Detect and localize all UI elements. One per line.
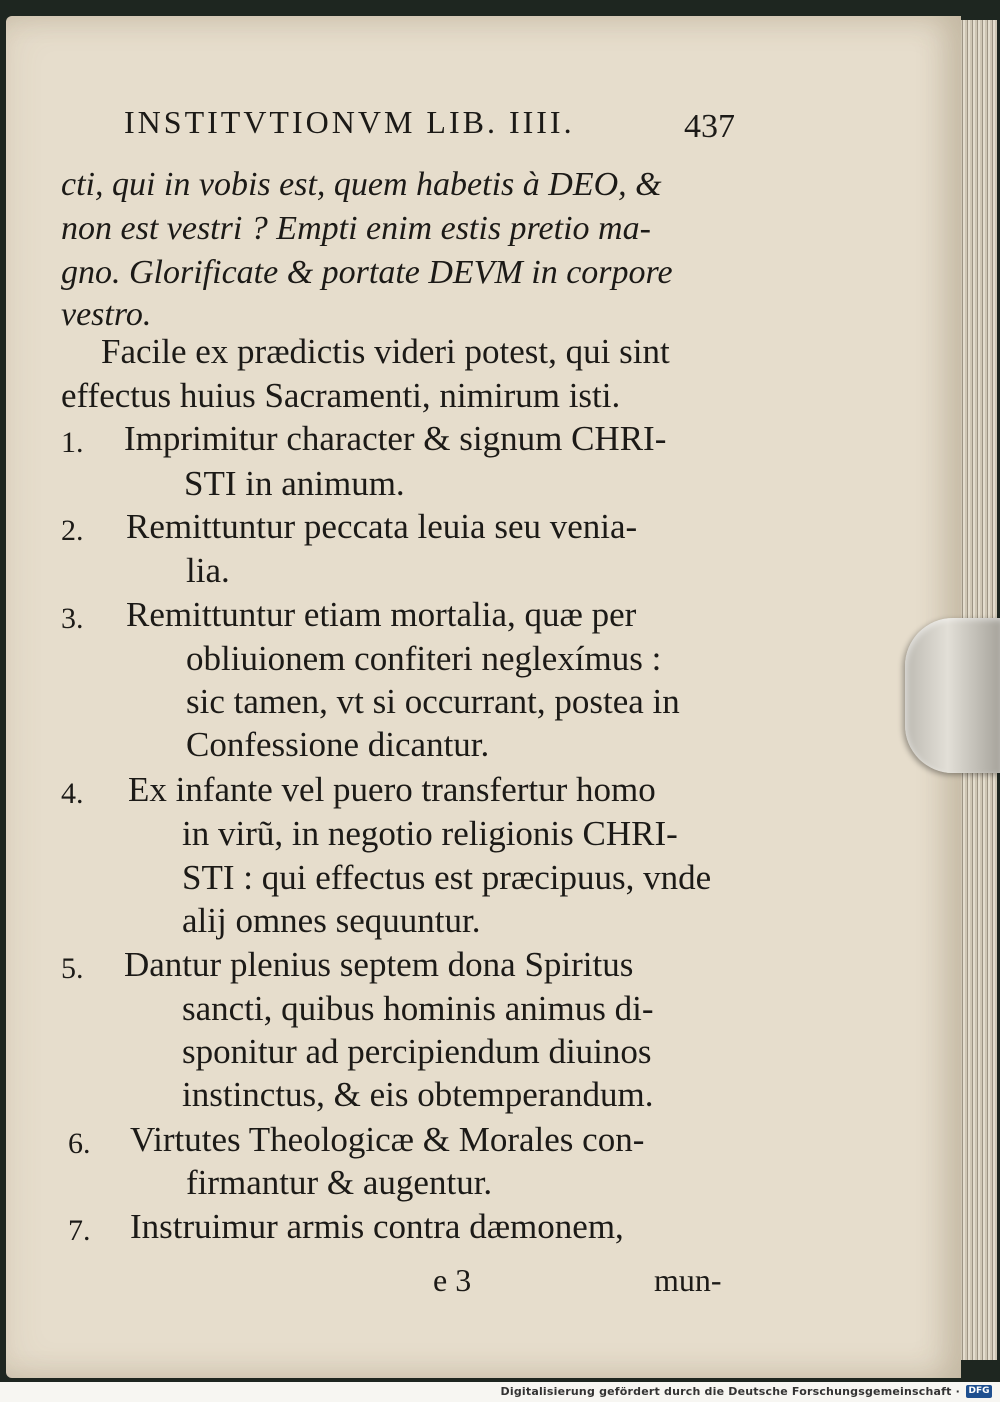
item-line: alij omnes sequuntur. xyxy=(182,901,481,940)
credit-text: Digitalisierung gefördert durch die Deutsche Forschungsgemeinschaft · xyxy=(500,1385,960,1398)
intro-line-1: Facile ex prædictis videri potest, qui sint xyxy=(101,332,670,371)
item-line: STI : qui effectus est præcipuus, vnde xyxy=(182,858,712,897)
italic-line-2: non est vestri ? Empti enim estis pretio ma- xyxy=(61,210,651,247)
item-number: 3. xyxy=(61,602,84,635)
item-line: instinctus, & eis obtemperandum. xyxy=(182,1075,654,1114)
item-number: 2. xyxy=(61,514,84,547)
intro-line-2: effectus huius Sacramenti, nimirum isti. xyxy=(61,376,621,415)
credit-bar xyxy=(0,1382,1000,1402)
book-clasp xyxy=(905,618,1000,773)
item-line: Dantur plenius septem dona Spiritus xyxy=(124,945,634,984)
italic-line-4: vestro. xyxy=(61,296,152,333)
item-line: STI in animum. xyxy=(184,464,405,503)
item-number: 7. xyxy=(68,1214,91,1247)
item-line: sancti, quibus hominis animus di- xyxy=(182,989,654,1028)
item-line: Imprimitur character & signum CHRI- xyxy=(124,419,667,458)
item-line: Virtutes Theologicæ & Morales con- xyxy=(130,1120,645,1159)
italic-line-1: cti, qui in vobis est, quem habetis à DEO, & xyxy=(61,166,662,203)
item-number: 6. xyxy=(68,1127,91,1160)
dfg-logo: DFG xyxy=(966,1385,992,1398)
signature-mark: e 3 xyxy=(433,1262,472,1298)
item-line: Remittuntur peccata leuia seu venia- xyxy=(126,507,638,546)
item-line: in virũ, in negotio religionis CHRI- xyxy=(182,814,678,853)
item-line: Instruimur armis contra dæmonem, xyxy=(130,1207,624,1246)
book-page xyxy=(6,16,961,1378)
item-line: obliuionem confiteri neglexímus : xyxy=(186,639,662,678)
catchword: mun- xyxy=(654,1262,722,1298)
italic-line-3: gno. Glorificate & portate DEVM in corpore xyxy=(61,254,673,291)
item-number: 1. xyxy=(61,426,84,459)
page-number: 437 xyxy=(684,108,735,145)
item-line: lia. xyxy=(186,551,230,590)
item-line: firmantur & augentur. xyxy=(186,1163,493,1202)
item-line: Confessione dicantur. xyxy=(186,725,490,764)
item-number: 5. xyxy=(61,952,84,985)
item-number: 4. xyxy=(61,777,84,810)
item-line: Remittuntur etiam mortalia, quæ per xyxy=(126,595,637,634)
item-line: sic tamen, vt si occurrant, postea in xyxy=(186,682,680,721)
item-line: Ex infante vel puero transfertur homo xyxy=(128,770,656,809)
running-title: INSTITVTIONVM LIB. IIII. xyxy=(124,104,575,140)
item-line: sponitur ad percipiendum diuinos xyxy=(182,1032,652,1071)
